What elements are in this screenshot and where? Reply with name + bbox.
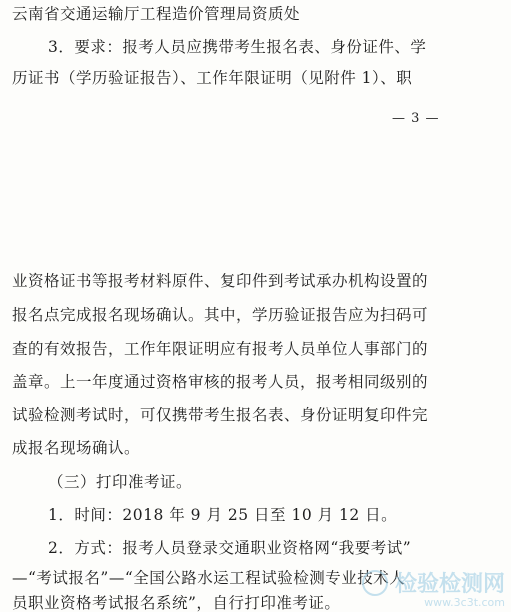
requirement-line: 3．要求：报考人员应携带考生报名表、身份证件、学 <box>48 38 427 56</box>
paragraph-line: 业资格证书等报考材料原件、复印件到考试承办机构设置的 <box>12 272 429 290</box>
page-number: — 3 — <box>392 111 440 126</box>
method-item-cont: 员职业资格考试报名系统”，自行打印准考证。 <box>12 594 341 612</box>
paragraph-line: 查的有效报告，工作年限证明应有报考人员单位人事部门的 <box>12 340 429 358</box>
paragraph-line: 成报名现场确认。 <box>12 439 141 457</box>
time-item: 1．时间：2018 年 9 月 25 日至 10 月 12 日。 <box>48 506 398 524</box>
section-heading: （三）打印准考证。 <box>48 473 193 491</box>
watermark-url: www.3c3t.com <box>424 596 505 609</box>
issuer-line: 云南省交通运输厅工程造价管理局资质处 <box>12 5 301 23</box>
method-item: 2．方式：报考人员登录交通职业资格网“我要考试” <box>48 539 412 557</box>
paragraph-line: 试验检测考试时，可仅携带考生报名表、身份证明复印件完 <box>12 406 429 424</box>
watermark-name: 检验检测网 <box>394 572 505 597</box>
paragraph-line: 盖章。上一年度通过资格审核的报考人员，报考相同级别的 <box>12 373 429 391</box>
requirement-line-cont: 历证书（学历验证报告）、工作年限证明（见附件 1）、职 <box>12 69 413 87</box>
paragraph-line: 报名点完成报名现场确认。其中，学历验证报告应为扫码可 <box>12 306 429 324</box>
method-item-cont: —“考试报名”—“全国公路水运工程试验检测专业技术人 <box>12 569 406 587</box>
